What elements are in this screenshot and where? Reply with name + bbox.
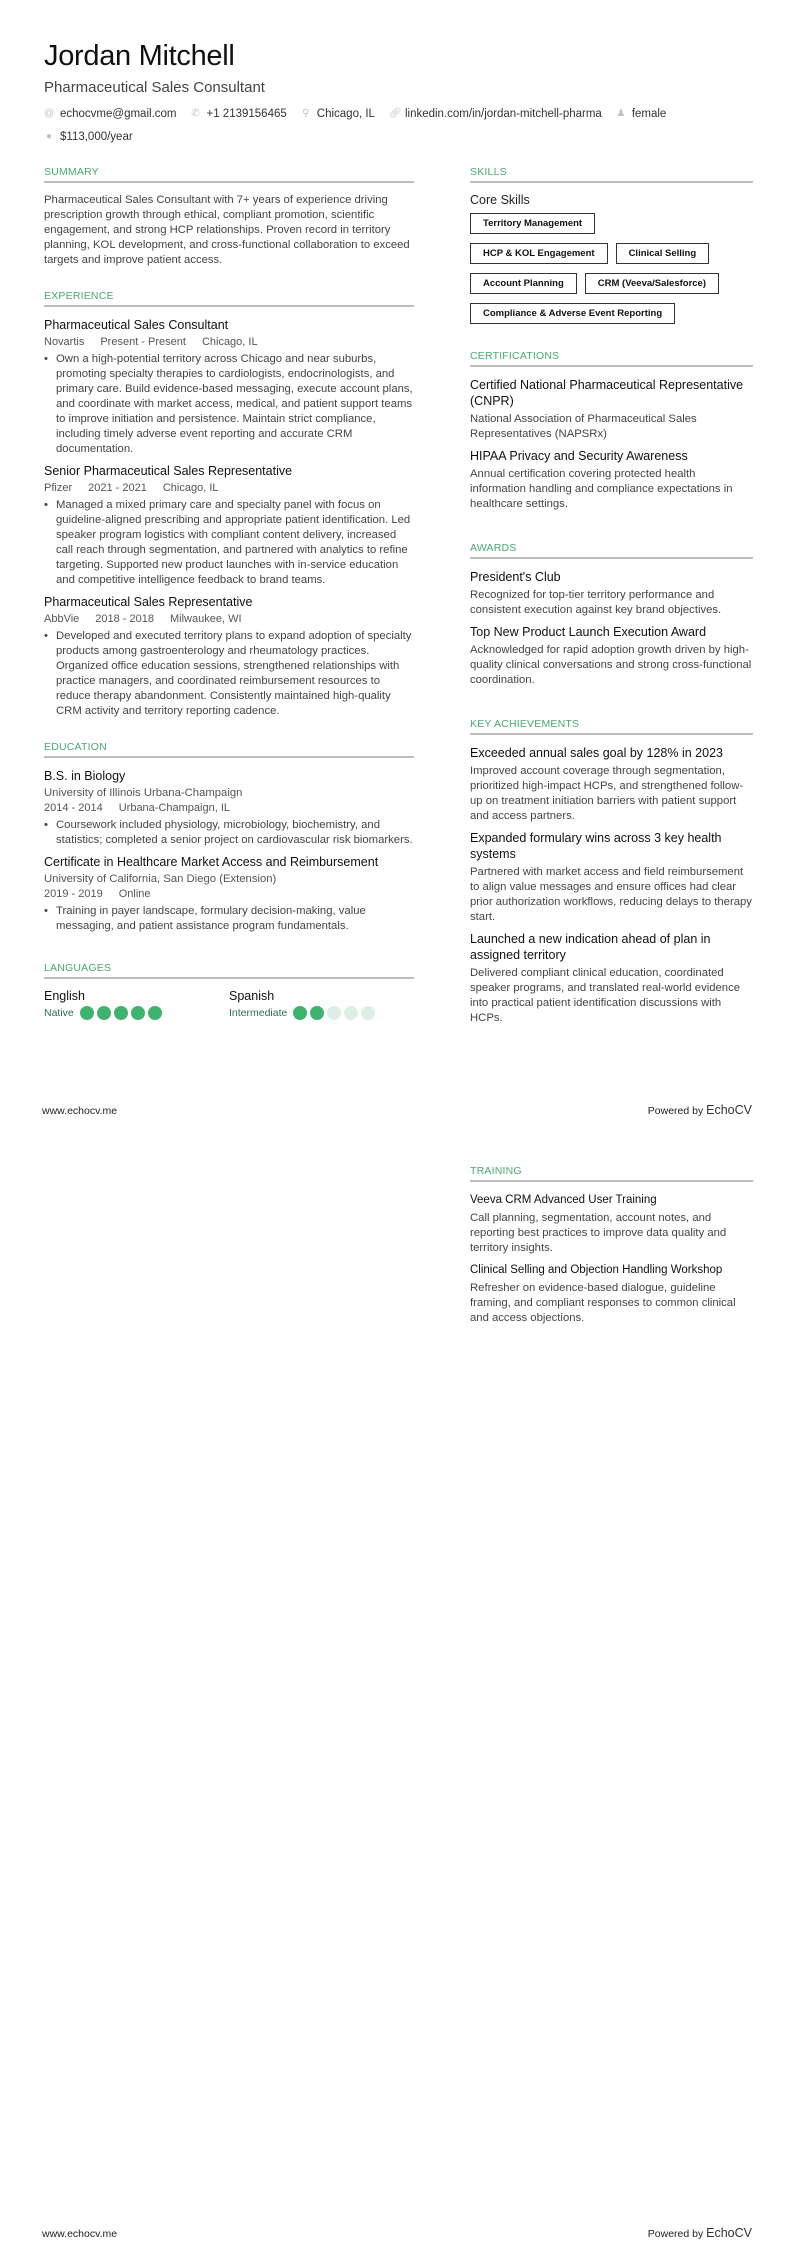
language-name: Spanish: [229, 989, 275, 1003]
right-column-page-2: [470, 1165, 753, 1348]
award-item-description: Recognized for top-tier territory performance and consistent execution against key brand objectives.: [470, 589, 722, 616]
contact-text[interactable]: female: [631, 107, 667, 120]
award-item-description: Acknowledged for rapid adoption growth driven by high-quality clinical conversations and strong cross-functional coordination.: [470, 644, 752, 686]
job-location: Milwaukee, WI: [170, 613, 242, 625]
edu-dates: 2019 - 2019: [44, 888, 103, 900]
certification-item-title: HIPAA Privacy and Security Awareness: [470, 449, 688, 463]
bullet-icon: •: [44, 630, 48, 642]
job-dates: 2018 - 2018: [95, 613, 154, 625]
training-section: [470, 1165, 753, 1326]
skill-chip: Territory Management: [470, 213, 595, 234]
degree: B.S. in Biology: [44, 769, 126, 783]
award-item-title: President's Club: [470, 570, 561, 584]
edu-location: Online: [118, 888, 151, 900]
bullet-text: Own a high-potential territory across Chicago and near suburbs, promoting specialty therapies to cardiologists, endocrinologists, and primary care. Build evidence-based messaging, execute account plans, and coordinate with market access, medical, and patient support teams to improve initiation and persistence. Maintain strict compliance, including timely adverse event reporting and accurate CRM documentation.: [56, 353, 413, 455]
award-item: [470, 569, 753, 618]
language-level-row: [229, 1006, 414, 1020]
rating-dot: [148, 1006, 162, 1020]
edu-location: Urbana-Champaign, IL: [118, 802, 231, 814]
section-heading: SKILLS: [470, 166, 753, 183]
job-location: Chicago, IL: [162, 482, 219, 494]
training-item: [470, 1262, 753, 1326]
phone-icon: ✆: [191, 108, 200, 119]
languages-section: [44, 962, 414, 1020]
contact-item[interactable]: [191, 106, 287, 121]
experience-section: [44, 290, 414, 719]
bullet-text: Training in payer landscape, formulary decision-making, value messaging, and patient assistance program fundamentals.: [56, 905, 366, 932]
job-title: Senior Pharmaceutical Sales Representative: [44, 464, 293, 478]
skill-chip: Clinical Selling: [616, 243, 710, 264]
skills-section: [470, 166, 753, 324]
language-level-row: [44, 1006, 229, 1020]
rating-dot: [293, 1006, 307, 1020]
training-item-title: Veeva CRM Advanced User Training: [470, 1194, 657, 1206]
degree: Certificate in Healthcare Market Access and Reimbursement: [44, 855, 379, 869]
bullet-icon: •: [44, 353, 48, 365]
certification-item-description: National Association of Pharmaceutical Sales Representatives (NAPSRx): [470, 413, 697, 440]
bullet-text: Developed and executed territory plans to expand adoption of specialty products among gastroenterology and rheumatology practices. Organized office education sessions, strengthened relationships with practice managers, and coordinated reimbursement resources to reduce therapy abandonment. Consistently maintained high-quality CRM activity and territory reporting cadence.: [56, 630, 412, 717]
job-title: Pharmaceutical Sales Representative: [44, 595, 253, 609]
experience-item: [44, 463, 414, 588]
footer-powered: [648, 1103, 752, 1117]
rating-dot: [97, 1006, 111, 1020]
contact-item[interactable]: [44, 129, 133, 144]
rating-dot: [131, 1006, 145, 1020]
job-company: AbbVie: [44, 613, 80, 625]
achievements-section: [470, 718, 753, 1026]
rating-dot: [114, 1006, 128, 1020]
contact-text[interactable]: echocvme@gmail.com: [60, 107, 177, 120]
training-item-title: Clinical Selling and Objection Handling Workshop: [470, 1264, 723, 1276]
certification-item: [470, 377, 753, 442]
edu-meta: [44, 802, 414, 814]
education-section: [44, 741, 414, 934]
job-dates: Present - Present: [100, 336, 186, 348]
salary-icon: ●: [45, 131, 53, 142]
contact-list: [44, 106, 754, 144]
contact-item[interactable]: [616, 106, 667, 121]
school: University of Illinois Urbana-Champaign: [44, 787, 243, 799]
link-icon: 🔗︎: [388, 108, 402, 119]
certification-item: [470, 448, 753, 512]
section-heading: SUMMARY: [44, 166, 414, 183]
contact-text[interactable]: $113,000/year: [60, 130, 133, 143]
footer-site-link[interactable]: www.echocv.me: [42, 1105, 118, 1117]
contact-text[interactable]: Chicago, IL: [316, 107, 375, 120]
contact-item[interactable]: [389, 106, 602, 121]
candidate-title: Pharmaceutical Sales Consultant: [44, 79, 265, 96]
achievement-item-title: Launched a new indication ahead of plan in assigned territory: [470, 932, 711, 962]
achievement-item-description: Improved account coverage through segmentation, prioritized high-impact HCPs, and strengthened follow-up on treatment initiation barriers with patient support and access partners.: [470, 765, 744, 822]
bullet-item: [44, 904, 414, 934]
bullet-icon: •: [44, 905, 48, 917]
training-item-description: Call planning, segmentation, account notes, and reporting best practices to improve data quality and territory insights.: [470, 1212, 727, 1254]
job-title: Pharmaceutical Sales Consultant: [44, 318, 229, 332]
left-column: [44, 166, 414, 1042]
job-meta: [44, 482, 414, 494]
section-heading: TRAINING: [470, 1165, 753, 1182]
achievement-item: [470, 745, 753, 824]
job-company: Pfizer: [44, 482, 73, 494]
award-item: [470, 624, 753, 688]
rating-dot: [327, 1006, 341, 1020]
rating-dot: [344, 1006, 358, 1020]
job-location: Chicago, IL: [201, 336, 258, 348]
rating-dots: [80, 1006, 162, 1020]
section-heading: KEY ACHIEVEMENTS: [470, 718, 753, 735]
bullet-item: [44, 629, 414, 719]
training-item-description: Refresher on evidence-based dialogue, guideline framing, and compliant responses to common clinical and access objections.: [470, 1282, 736, 1324]
job-dates: 2021 - 2021: [88, 482, 147, 494]
achievement-item-description: Delivered compliant clinical education, coordinated speaker programs, and translated real-world evidence into practical patient identification discussions with HCPs.: [470, 967, 741, 1024]
education-item: [44, 854, 414, 934]
footer-powered: [648, 2226, 752, 2240]
bullet-item: [44, 818, 414, 848]
rating-dots: [293, 1006, 375, 1020]
job-meta: [44, 336, 414, 348]
education-item: [44, 768, 414, 848]
bullet-icon: •: [44, 499, 48, 511]
award-item-title: Top New Product Launch Execution Award: [470, 625, 707, 639]
summary-text: Pharmaceutical Sales Consultant with 7+ years of experience driving prescription growth through ethical, compliant promotion, scientific engagement, and strong HCP relationships. Proven record in territory planning, KOL development, and cross-functional collaboration to exceed targets and improve patient access.: [44, 194, 410, 266]
language-item: [44, 989, 229, 1020]
contact-item[interactable]: [44, 106, 177, 121]
certification-item-description: Annual certification covering protected health information handling and compliance expectations in healthcare settings.: [470, 468, 733, 510]
summary-section: [44, 166, 414, 268]
language-item: [229, 989, 414, 1020]
location-icon: ⚲: [302, 108, 310, 119]
achievement-item-title: Expanded formulary wins across 3 key health systems: [470, 831, 722, 861]
section-heading: EXPERIENCE: [44, 290, 414, 307]
skill-chip: CRM (Veeva/Salesforce): [585, 273, 719, 294]
language-name: English: [44, 989, 85, 1003]
page-footer: [42, 1103, 752, 1117]
certifications-section: [470, 350, 753, 512]
resume-page-2: [0, 1123, 794, 2246]
brand-logo: EchoCV: [706, 1103, 752, 1117]
at-icon: @: [44, 108, 55, 119]
skill-chip: HCP & KOL Engagement: [470, 243, 608, 264]
footer-site-link[interactable]: www.echocv.me: [42, 2228, 118, 2240]
edu-dates: 2014 - 2014: [44, 802, 103, 814]
school: University of California, San Diego (Extension): [44, 873, 277, 885]
language-level: Native: [44, 1007, 74, 1019]
brand-logo: EchoCV: [706, 2226, 752, 2240]
contact-text[interactable]: +1 2139156465: [206, 107, 287, 120]
achievement-item: [470, 830, 753, 925]
achievement-item-title: Exceeded annual sales goal by 128% in 2023: [470, 746, 723, 760]
section-heading: CERTIFICATIONS: [470, 350, 753, 367]
contact-text[interactable]: linkedin.com/in/jordan-mitchell-pharma: [404, 107, 602, 120]
job-meta: [44, 613, 414, 625]
skill-chip: Compliance & Adverse Event Reporting: [470, 303, 675, 324]
bullet-text: Managed a mixed primary care and specialty panel with focus on guideline-aligned prescribing and appropriate patient identification. Led speaker program logistics with compliant content delivery, increased call reach through segmentation, and partnered with analytics to refine targeting. Supported new product launches with in-service education and competitive intelligence feedback to brand teams.: [56, 499, 411, 586]
rating-dot: [80, 1006, 94, 1020]
person-icon: ♟: [616, 108, 626, 119]
achievement-item-description: Partnered with market access and field reimbursement to align value messages and ensure offices had clear prior authorization workflows, reducing delays to therapy start.: [470, 866, 752, 923]
language-level: Intermediate: [229, 1007, 288, 1019]
edu-meta: [44, 888, 414, 900]
experience-item: [44, 594, 414, 719]
contact-item[interactable]: [301, 106, 375, 121]
bullet-icon: •: [44, 819, 48, 831]
bullet-item: [44, 498, 414, 588]
skills-group-title: Core Skills: [470, 193, 530, 207]
page-footer: [42, 2226, 752, 2240]
achievement-item: [470, 931, 753, 1026]
section-heading: AWARDS: [470, 542, 753, 559]
right-column: [470, 166, 753, 1048]
resume-header: [44, 40, 754, 144]
bullet-item: [44, 352, 414, 457]
section-heading: LANGUAGES: [44, 962, 414, 979]
rating-dot: [310, 1006, 324, 1020]
certification-item-title: Certified National Pharmaceutical Representative (CNPR): [470, 378, 744, 408]
section-heading: EDUCATION: [44, 741, 414, 758]
powered-label: Powered by: [647, 1105, 704, 1117]
awards-section: [470, 542, 753, 688]
powered-label: Powered by: [647, 2228, 704, 2240]
rating-dot: [361, 1006, 375, 1020]
training-item: [470, 1192, 753, 1256]
experience-item: [44, 317, 414, 457]
bullet-text: Coursework included physiology, microbiology, biochemistry, and statistics; completed a senior project on cardiovascular risk biomarkers.: [56, 819, 413, 846]
job-company: Novartis: [44, 336, 85, 348]
skill-chip: Account Planning: [470, 273, 577, 294]
candidate-name: Jordan Mitchell: [44, 40, 235, 72]
